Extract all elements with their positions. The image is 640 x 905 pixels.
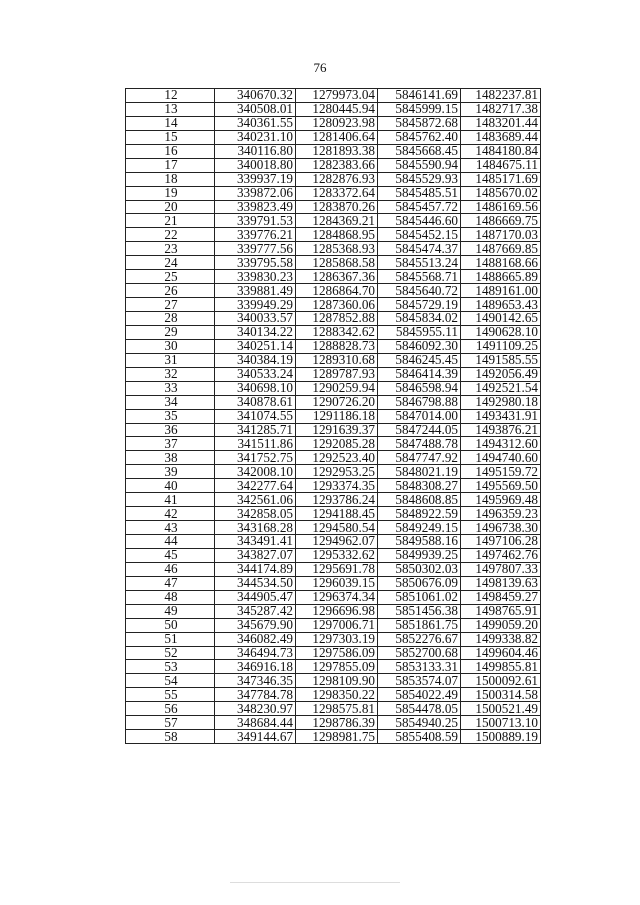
coordinate-cell: 341285.71 [215,423,296,437]
table-row [126,284,541,298]
coordinate-cell: 1285368.93 [296,242,378,256]
coordinate-cell: 1287852.88 [296,312,378,326]
coordinate-cell: 1293374.35 [296,479,378,493]
coordinate-cell: 340361.55 [215,116,296,130]
coordinate-cell: 1494740.60 [461,451,541,465]
coordinate-cell: 1495569.50 [461,479,541,493]
point-number-cell: 39 [126,465,215,479]
coordinate-cell: 1282383.66 [296,158,378,172]
point-number-cell: 53 [126,660,215,674]
coordinate-cell: 1297586.09 [296,646,378,660]
coordinate-cell: 1487669.85 [461,242,541,256]
table-row [126,172,541,186]
coordinate-cell: 5846092.30 [378,339,461,353]
coordinate-cell: 340533.24 [215,367,296,381]
table-row [126,102,541,116]
point-number-cell: 32 [126,367,215,381]
table-row [126,590,541,604]
coordinate-cell: 1496359.23 [461,507,541,521]
coordinate-cell: 1292953.25 [296,465,378,479]
coordinate-cell: 1488665.89 [461,270,541,284]
point-number-cell: 15 [126,130,215,144]
table-row [126,367,541,381]
point-number-cell: 47 [126,576,215,590]
coordinate-cell: 5853133.31 [378,660,461,674]
coordinate-cell: 1498139.63 [461,576,541,590]
table-row [126,270,541,284]
coordinate-cell: 346494.73 [215,646,296,660]
coordinate-cell: 1289310.68 [296,353,378,367]
point-number-cell: 14 [126,116,215,130]
coordinate-cell: 340878.61 [215,395,296,409]
coordinate-cell: 5848922.59 [378,507,461,521]
coordinate-cell: 5845457.72 [378,200,461,214]
coordinate-cell: 1298786.39 [296,716,378,730]
table-row [126,214,541,228]
coordinate-cell: 1500713.10 [461,716,541,730]
point-number-cell: 31 [126,353,215,367]
point-number-cell: 25 [126,270,215,284]
coordinate-cell: 340018.80 [215,158,296,172]
table-row [126,256,541,270]
coordinate-cell: 5848021.19 [378,465,461,479]
coordinate-cell: 341511.86 [215,437,296,451]
coordinate-cell: 1492521.54 [461,381,541,395]
coordinate-cell: 340231.10 [215,130,296,144]
coordinate-cell: 1493431.91 [461,409,541,423]
coordinate-cell: 1496738.30 [461,521,541,535]
coordinate-cell: 1294962.07 [296,535,378,549]
coordinate-cell: 5845474.37 [378,242,461,256]
coordinate-cell: 1298575.81 [296,702,378,716]
coordinate-cell: 5845955.11 [378,325,461,339]
coordinate-cell: 1491109.25 [461,339,541,353]
coordinate-cell: 5846798.88 [378,395,461,409]
point-number-cell: 57 [126,716,215,730]
table-row [126,130,541,144]
table-row [126,437,541,451]
table-row [126,381,541,395]
coordinate-cell: 344174.89 [215,562,296,576]
point-number-cell: 36 [126,423,215,437]
point-number-cell: 56 [126,702,215,716]
coordinate-cell: 1499604.46 [461,646,541,660]
coordinate-cell: 1297855.09 [296,660,378,674]
table-row [126,312,541,326]
coordinate-cell: 5851061.02 [378,590,461,604]
coordinate-cell: 1298350.22 [296,688,378,702]
point-number-cell: 54 [126,674,215,688]
coordinate-cell: 1287360.06 [296,298,378,312]
point-number-cell: 17 [126,158,215,172]
coordinates-table-body [126,89,541,744]
coordinate-cell: 5846598.94 [378,381,461,395]
coordinate-cell: 5845529.93 [378,172,461,186]
point-number-cell: 22 [126,228,215,242]
coordinate-cell: 347784.78 [215,688,296,702]
coordinate-cell: 5854022.49 [378,688,461,702]
coordinate-cell: 1483201.44 [461,116,541,130]
coordinate-cell: 340033.57 [215,312,296,326]
coordinate-cell: 339776.21 [215,228,296,242]
point-number-cell: 20 [126,200,215,214]
coordinate-cell: 340698.10 [215,381,296,395]
coordinate-cell: 5852700.68 [378,646,461,660]
coordinate-cell: 1490142.65 [461,312,541,326]
coordinate-cell: 1493876.21 [461,423,541,437]
point-number-cell: 21 [126,214,215,228]
coordinate-cell: 1292523.40 [296,451,378,465]
coordinate-cell: 5852276.67 [378,632,461,646]
coordinate-cell: 1281893.38 [296,144,378,158]
point-number-cell: 55 [126,688,215,702]
point-number-cell: 37 [126,437,215,451]
point-number-cell: 30 [126,339,215,353]
coordinate-cell: 1497807.33 [461,562,541,576]
coordinate-cell: 348230.97 [215,702,296,716]
coordinate-cell: 1492980.18 [461,395,541,409]
coordinate-cell: 346916.18 [215,660,296,674]
coordinate-cell: 5854940.25 [378,716,461,730]
coordinate-cell: 1489161.00 [461,284,541,298]
coordinate-cell: 5853574.07 [378,674,461,688]
coordinate-cell: 1482717.38 [461,102,541,116]
coordinate-cell: 1297303.19 [296,632,378,646]
coordinate-cell: 1281406.64 [296,130,378,144]
table-row [126,604,541,618]
point-number-cell: 19 [126,186,215,200]
coordinate-cell: 1291186.18 [296,409,378,423]
point-number-cell: 52 [126,646,215,660]
coordinate-cell: 1486169.56 [461,200,541,214]
coordinate-cell: 1494312.60 [461,437,541,451]
coordinate-cell: 1296374.34 [296,590,378,604]
coordinate-cell: 1497106.28 [461,535,541,549]
coordinate-cell: 1488168.66 [461,256,541,270]
coordinate-cell: 5845834.02 [378,312,461,326]
coordinate-cell: 5845590.94 [378,158,461,172]
coordinate-cell: 5847014.00 [378,409,461,423]
table-row [126,116,541,130]
table-row [126,353,541,367]
coordinate-cell: 347346.35 [215,674,296,688]
coordinate-cell: 341074.55 [215,409,296,423]
coordinate-cell: 340251.14 [215,339,296,353]
point-number-cell: 13 [126,102,215,116]
coordinate-cell: 339830.23 [215,270,296,284]
table-row [126,200,541,214]
table-row [126,688,541,702]
table-row [126,423,541,437]
coordinate-cell: 1492056.49 [461,367,541,381]
coordinate-cell: 1490628.10 [461,325,541,339]
point-number-cell: 51 [126,632,215,646]
coordinate-cell: 349144.67 [215,730,296,744]
table-row [126,339,541,353]
table-row [126,618,541,632]
coordinate-cell: 1483689.44 [461,130,541,144]
coordinate-cell: 5849939.25 [378,548,461,562]
coordinate-cell: 339791.53 [215,214,296,228]
table-row [126,409,541,423]
page-number: 76 [313,60,327,75]
coordinate-cell: 1498765.91 [461,604,541,618]
coordinate-cell: 5845452.15 [378,228,461,242]
point-number-cell: 27 [126,298,215,312]
coordinate-cell: 1282876.93 [296,172,378,186]
point-number-cell: 48 [126,590,215,604]
table-row [126,521,541,535]
table-row [126,562,541,576]
coordinate-cell: 1294188.45 [296,507,378,521]
coordinate-cell: 342858.05 [215,507,296,521]
table-row [126,493,541,507]
point-number-cell: 28 [126,312,215,326]
table-row [126,576,541,590]
coordinate-cell: 1292085.28 [296,437,378,451]
table-row [126,158,541,172]
coordinate-cell: 5846141.69 [378,89,461,103]
table-row [126,186,541,200]
coordinate-cell: 1484675.11 [461,158,541,172]
coordinate-cell: 340116.80 [215,144,296,158]
coordinate-cell: 5846414.39 [378,367,461,381]
coordinate-cell: 5845762.40 [378,130,461,144]
coordinate-cell: 1280923.98 [296,116,378,130]
point-number-cell: 38 [126,451,215,465]
coordinate-cell: 5850676.09 [378,576,461,590]
coordinate-cell: 343827.07 [215,548,296,562]
coordinate-cell: 1298109.90 [296,674,378,688]
coordinate-cell: 1290259.94 [296,381,378,395]
table-row [126,548,541,562]
coordinate-cell: 1485670.02 [461,186,541,200]
coordinate-cell: 343168.28 [215,521,296,535]
table-row [126,674,541,688]
coordinate-cell: 342277.64 [215,479,296,493]
point-number-cell: 35 [126,409,215,423]
coordinate-cell: 1288828.73 [296,339,378,353]
coordinate-cell: 1289787.93 [296,367,378,381]
coordinate-cell: 5846245.45 [378,353,461,367]
coordinate-cell: 1284868.95 [296,228,378,242]
coordinate-cell: 1291639.37 [296,423,378,437]
coordinate-cell: 1284369.21 [296,214,378,228]
point-number-cell: 41 [126,493,215,507]
coordinate-cell: 1288342.62 [296,325,378,339]
coordinate-cell: 339823.49 [215,200,296,214]
coordinate-cell: 1482237.81 [461,89,541,103]
coordinate-cell: 1280445.94 [296,102,378,116]
table-row [126,465,541,479]
point-number-cell: 58 [126,730,215,744]
coordinate-cell: 343491.41 [215,535,296,549]
coordinate-cell: 5845729.19 [378,298,461,312]
coordinate-cell: 1489653.43 [461,298,541,312]
coordinate-cell: 1283870.26 [296,200,378,214]
coordinate-cell: 1500889.19 [461,730,541,744]
table-row [126,144,541,158]
coordinate-cell: 344534.50 [215,576,296,590]
coordinate-cell: 1500092.61 [461,674,541,688]
table-row [126,242,541,256]
coordinate-cell: 5848608.85 [378,493,461,507]
table-row [126,535,541,549]
coordinate-cell: 5845513.24 [378,256,461,270]
coordinates-table [125,88,541,744]
point-number-cell: 23 [126,242,215,256]
coordinate-cell: 1499338.82 [461,632,541,646]
coordinate-cell: 5849249.15 [378,521,461,535]
coordinate-cell: 5847488.78 [378,437,461,451]
coordinate-cell: 339881.49 [215,284,296,298]
coordinate-cell: 5854478.05 [378,702,461,716]
point-number-cell: 45 [126,548,215,562]
coordinate-cell: 340508.01 [215,102,296,116]
coordinate-cell: 346082.49 [215,632,296,646]
coordinate-cell: 1491585.55 [461,353,541,367]
coordinate-cell: 339795.58 [215,256,296,270]
point-number-cell: 42 [126,507,215,521]
coordinate-cell: 1293786.24 [296,493,378,507]
coordinate-cell: 5847244.05 [378,423,461,437]
coordinate-cell: 339949.29 [215,298,296,312]
coordinate-cell: 5847747.92 [378,451,461,465]
coordinate-cell: 340134.22 [215,325,296,339]
table-row [126,660,541,674]
table-row [126,730,541,744]
coordinate-cell: 1497462.76 [461,548,541,562]
coordinate-cell: 1500314.58 [461,688,541,702]
table-row [126,395,541,409]
coordinate-cell: 1296039.15 [296,576,378,590]
coordinate-cell: 1495969.48 [461,493,541,507]
point-number-cell: 44 [126,535,215,549]
bottom-rule [230,882,400,883]
coordinate-cell: 339937.19 [215,172,296,186]
coordinate-cell: 1495159.72 [461,465,541,479]
point-number-cell: 26 [126,284,215,298]
coordinate-cell: 1499059.20 [461,618,541,632]
point-number-cell: 24 [126,256,215,270]
coordinate-cell: 5845446.60 [378,214,461,228]
coordinate-cell: 1283372.64 [296,186,378,200]
coordinate-cell: 348684.44 [215,716,296,730]
coordinate-cell: 339777.56 [215,242,296,256]
coordinate-cell: 5851456.38 [378,604,461,618]
point-number-cell: 12 [126,89,215,103]
table-row [126,479,541,493]
coordinate-cell: 345679.90 [215,618,296,632]
coordinate-cell: 1484180.84 [461,144,541,158]
coordinate-cell: 1499855.81 [461,660,541,674]
coordinate-cell: 1279973.04 [296,89,378,103]
coordinate-cell: 5845668.45 [378,144,461,158]
coordinate-cell: 1296696.98 [296,604,378,618]
coordinate-cell: 1295332.62 [296,548,378,562]
coordinate-cell: 1286864.70 [296,284,378,298]
coordinate-cell: 5845568.71 [378,270,461,284]
coordinate-cell: 1295691.78 [296,562,378,576]
coordinate-cell: 5851861.75 [378,618,461,632]
coordinate-cell: 1298981.75 [296,730,378,744]
coordinate-cell: 1286367.36 [296,270,378,284]
table-row [126,702,541,716]
coordinate-cell: 1290726.20 [296,395,378,409]
coordinate-cell: 5849588.16 [378,535,461,549]
table-row [126,716,541,730]
coordinate-cell: 5845640.72 [378,284,461,298]
coordinate-cell: 1486669.75 [461,214,541,228]
point-number-cell: 34 [126,395,215,409]
coordinate-cell: 5845872.68 [378,116,461,130]
coordinate-cell: 1487170.03 [461,228,541,242]
coordinate-cell: 5855408.59 [378,730,461,744]
point-number-cell: 40 [126,479,215,493]
table-row [126,632,541,646]
coordinate-cell: 1498459.27 [461,590,541,604]
coordinate-cell: 340384.19 [215,353,296,367]
point-number-cell: 49 [126,604,215,618]
coordinate-cell: 5848308.27 [378,479,461,493]
coordinate-cell: 340670.32 [215,89,296,103]
coordinate-cell: 339872.06 [215,186,296,200]
coordinate-cell: 344905.47 [215,590,296,604]
coordinate-cell: 1294580.54 [296,521,378,535]
table-row [126,89,541,103]
coordinate-cell: 342008.10 [215,465,296,479]
point-number-cell: 18 [126,172,215,186]
point-number-cell: 33 [126,381,215,395]
table-row [126,451,541,465]
coordinate-cell: 1297006.71 [296,618,378,632]
table-row [126,507,541,521]
coordinate-cell: 341752.75 [215,451,296,465]
coordinate-cell: 5845485.51 [378,186,461,200]
table-row [126,228,541,242]
table-row [126,646,541,660]
coordinate-cell: 5850302.03 [378,562,461,576]
coordinate-cell: 1500521.49 [461,702,541,716]
coordinate-cell: 1285868.58 [296,256,378,270]
coordinate-cell: 1485171.69 [461,172,541,186]
point-number-cell: 46 [126,562,215,576]
table-row [126,298,541,312]
coordinate-cell: 5845999.15 [378,102,461,116]
point-number-cell: 16 [126,144,215,158]
point-number-cell: 43 [126,521,215,535]
coordinate-cell: 342561.06 [215,493,296,507]
coordinate-cell: 345287.42 [215,604,296,618]
point-number-cell: 29 [126,325,215,339]
point-number-cell: 50 [126,618,215,632]
table-row [126,325,541,339]
